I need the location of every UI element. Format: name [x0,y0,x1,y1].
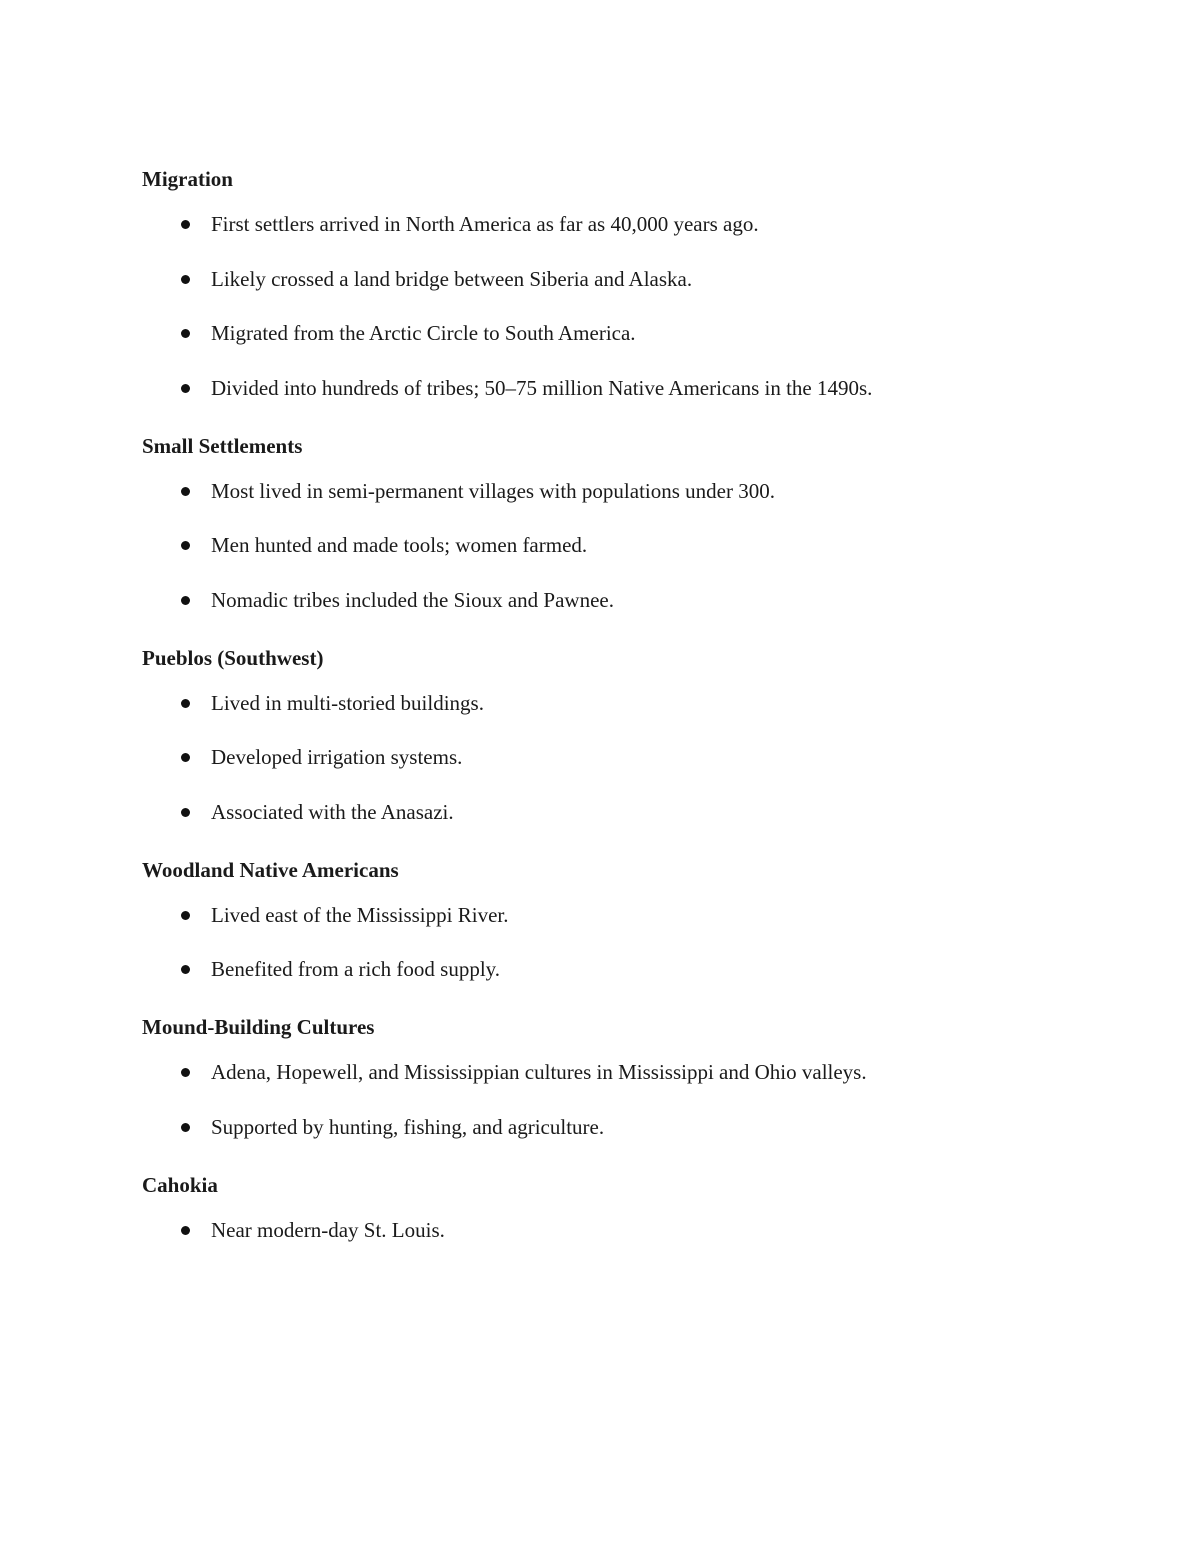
list-item-text: First settlers arrived in North America as far as 40,000 years ago. [211,212,759,236]
list-item-text: Adena, Hopewell, and Mississippian cultures in Mississippi and Ohio valleys. [211,1060,867,1084]
section-heading: Pueblos (Southwest) [142,645,324,670]
bullet-list [142,896,1102,989]
bullet-icon [181,220,190,229]
list-item-text: Supported by hunting, fishing, and agriculture. [211,1114,605,1139]
list-item [142,896,1102,934]
list-item-text: Near modern-day St. Louis. [211,1217,445,1242]
list-item-text: Lived east of the Mississippi River. [211,902,509,927]
section-migration [142,160,1102,407]
bullet-icon [181,596,190,605]
list-item [142,738,1102,776]
list-item-text: Most lived in semi-permanent villages with populations under 300. [211,478,775,503]
bullet-list [142,684,1102,831]
bullet-icon [181,275,190,284]
list-item [142,1053,1102,1091]
bullet-list [142,1053,1102,1146]
section-heading: Small Settlements [142,433,303,458]
list-item-text: Associated with the Anasazi. [211,799,454,824]
section-mound-building [142,1008,1102,1146]
list-item [142,950,1102,988]
list-item [142,1211,1102,1249]
section-pueblos [142,639,1102,831]
bullet-icon [181,541,190,550]
section-heading: Cahokia [142,1172,218,1197]
list-item [142,1108,1102,1146]
section-woodland [142,851,1102,989]
list-item [142,369,1102,407]
list-item [142,684,1102,722]
list-item-text: Lived in multi-storied buildings. [211,690,484,715]
bullet-icon [181,753,190,762]
bullet-icon [181,699,190,708]
list-item [142,260,1102,298]
bullet-icon [181,329,190,338]
bullet-icon [181,487,190,496]
list-item [142,205,1102,243]
bullet-icon [181,965,190,974]
list-item [142,472,1102,510]
list-item-text: Nomadic tribes included the Sioux and Pawnee. [211,587,614,612]
section-heading: Mound-Building Cultures [142,1015,375,1039]
list-item-text: Men hunted and made tools; women farmed. [211,533,588,557]
bullet-icon [181,1068,190,1077]
bullet-list [142,472,1102,619]
list-item-text: Developed irrigation systems. [211,745,463,769]
section-heading: Migration [142,167,233,191]
bullet-icon [181,1123,190,1132]
list-item [142,793,1102,831]
document-page [142,160,1102,1269]
bullet-list [142,205,1102,407]
list-item-text: Migrated from the Arctic Circle to South America. [211,321,636,345]
section-small-settlements [142,427,1102,619]
section-cahokia [142,1166,1102,1249]
bullet-icon [181,384,190,393]
list-item [142,314,1102,352]
list-item-text: Benefited from a rich food supply. [211,957,501,981]
bullet-icon [181,808,190,817]
bullet-icon [181,911,190,920]
list-item-text: Divided into hundreds of tribes; 50–75 million Native Americans in the 1490s. [211,375,873,400]
bullet-icon [181,1226,190,1235]
bullet-list [142,1211,1102,1249]
list-item [142,581,1102,619]
section-heading: Woodland Native Americans [142,857,399,882]
list-item-text: Likely crossed a land bridge between Siberia and Alaska. [211,266,693,291]
list-item [142,526,1102,564]
